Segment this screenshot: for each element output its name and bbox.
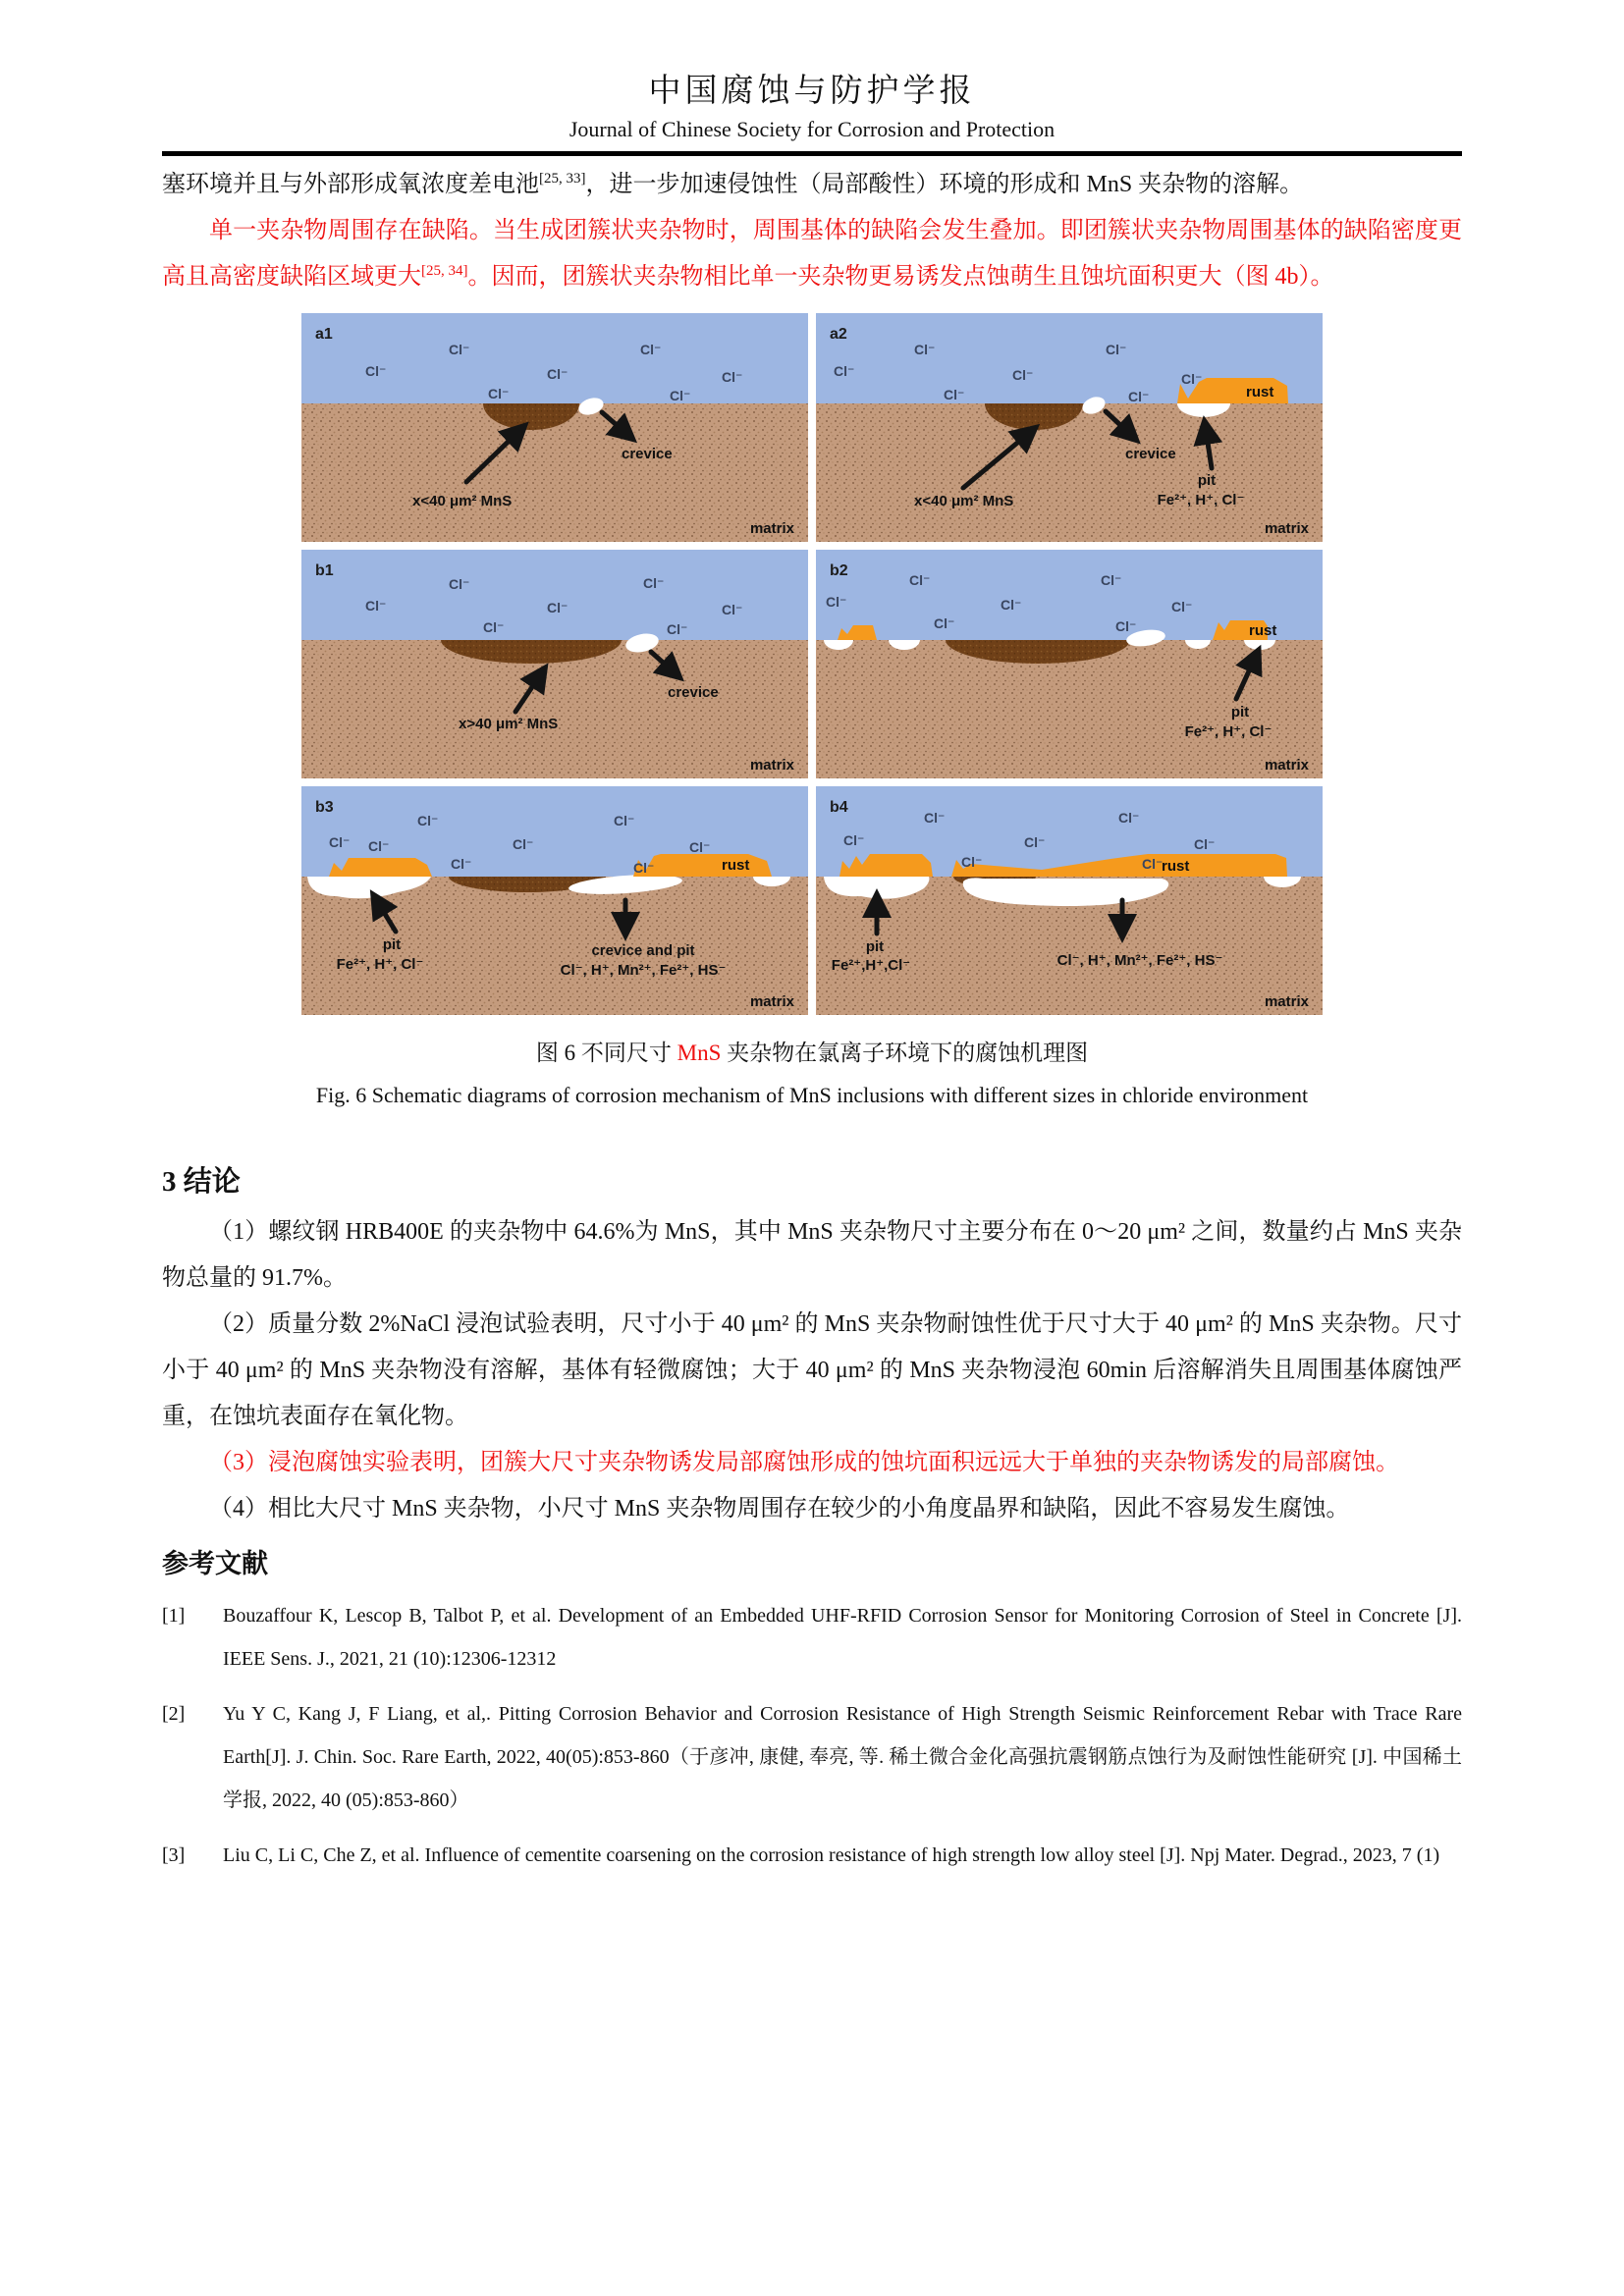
sky	[301, 550, 808, 640]
rust-label: rust	[1162, 858, 1190, 875]
panel-id: b3	[315, 799, 334, 816]
ions-label: Cl⁻, H⁺, Mn²⁺, Fe²⁺, HS⁻	[1056, 952, 1223, 969]
cl-ion-label: Cl⁻	[843, 832, 865, 848]
conclusion-item-1: （1）螺纹钢 HRB400E 的夹杂物中 64.6%为 MnS，其中 MnS 夹杂物尺寸主要分布在 0～20 μm² 之间，数量约占 MnS 夹杂物总量的 91.7%。	[162, 1219, 1462, 1291]
pit-label: pit	[865, 938, 885, 955]
cl-ion-label: Cl⁻	[667, 621, 688, 637]
figure-panel-a2	[816, 313, 1323, 542]
panel-id: b1	[315, 562, 334, 579]
reference-text: Bouzaffour K, Lescop B, Talbot P, et al. Development of an Embedded UHF-RFID Corrosion Sensor for Monitoring Corrosion of Steel in Concrete [J]. IEEE Sens. J., 2021, 21 (10):12306-12312	[223, 1605, 1462, 1670]
pit-label: pit	[1197, 472, 1217, 489]
cl-ion-label: Cl⁻	[1181, 371, 1203, 387]
section-heading-conclusions: 3 结论	[162, 1166, 241, 1198]
cl-ion-label: Cl⁻	[914, 342, 936, 357]
pit-ions-label: Fe²⁺, H⁺, Cl⁻	[1184, 723, 1272, 740]
pit-label: pit	[382, 936, 402, 953]
cl-ion-label: Cl⁻	[633, 860, 655, 876]
figure-panel-b4	[816, 786, 1323, 1015]
matrix-label: matrix	[1264, 520, 1309, 537]
paragraph-continuation	[162, 162, 1462, 208]
figure-panel-b1	[301, 550, 808, 778]
pit-ions-label: Fe²⁺,H⁺,Cl⁻	[831, 957, 911, 974]
panel-id: a1	[315, 326, 333, 343]
citation-25-34: [25, 34]	[421, 263, 468, 279]
journal-title-en: Journal of Chinese Society for Corrosion and Protection	[568, 117, 1056, 141]
cl-ion-label: Cl⁻	[934, 615, 955, 631]
panel-id: b2	[830, 562, 848, 579]
cl-ion-label: Cl⁻	[513, 836, 534, 852]
reference-text: Yu Y C, Kang J, F Liang, et al,. Pitting Corrosion Behavior and Corrosion Resistance of High Strength Seismic Reinforcement Rebar with Trace Rare Earth[J]. J. Chin. Soc. Rare Earth, 2022, 40(05):853-860（于彦冲, 康健, 奉亮, 等. 稀土微合金化高强抗震钢筋点蚀行为及耐蚀性能研究 [J]. 中国稀土学报, 2022, 40 (05):853-860）	[223, 1703, 1462, 1811]
cl-ion-label: Cl⁻	[449, 342, 470, 357]
caption-prefix: 图 6 不同尺寸	[535, 1041, 677, 1065]
reference-number: [2]	[162, 1703, 186, 1725]
cl-ion-label: Cl⁻	[1128, 389, 1150, 404]
cl-ion-label: Cl⁻	[944, 387, 965, 402]
matrix-label: matrix	[1264, 993, 1309, 1010]
reference-item	[162, 1692, 1462, 1822]
matrix-label: matrix	[749, 993, 794, 1010]
cl-ion-label: Cl⁻	[1194, 836, 1216, 852]
figure-panel-a1	[301, 313, 808, 542]
cl-ion-label: Cl⁻	[417, 813, 439, 828]
mns-size-label: x>40 μm² MnS	[459, 716, 559, 732]
figure-6	[301, 313, 1323, 1015]
panel-id: a2	[830, 326, 847, 343]
cl-ion-label: Cl⁻	[643, 575, 665, 591]
cl-ion-label: Cl⁻	[689, 839, 711, 855]
cl-ion-label: Cl⁻	[834, 363, 855, 379]
crevice-label: crevice	[622, 446, 673, 462]
figure-panel-b2	[816, 550, 1323, 778]
mns-size-label: x<40 μm² MnS	[914, 493, 1014, 509]
pit-ions-label: Fe²⁺, H⁺, Cl⁻	[1157, 492, 1245, 508]
para1-text2: ，进一步加速侵蚀性（局部酸性）环境的形成和 MnS 夹杂物的溶解。	[585, 172, 1304, 197]
cl-ion-label: Cl⁻	[488, 386, 510, 401]
cl-ion-label: Cl⁻	[826, 594, 847, 610]
crevice-label: crevice	[668, 684, 719, 701]
reference-number: [3]	[162, 1844, 186, 1866]
cl-ion-label: Cl⁻	[547, 366, 568, 382]
citation-25-33: [25, 33]	[539, 171, 586, 187]
cl-ion-label: Cl⁻	[547, 600, 568, 615]
header-rule	[162, 151, 1462, 156]
cl-ion-label: Cl⁻	[1101, 572, 1122, 588]
cl-ion-label: Cl⁻	[1171, 599, 1193, 614]
cl-ion-label: Cl⁻	[365, 598, 387, 614]
paragraph-red	[162, 208, 1462, 300]
conclusion-item-3: （3）浸泡腐蚀实验表明，团簇大尺寸夹杂物诱发局部腐蚀形成的蚀坑面积远远大于单独的夹杂物诱发的局部腐蚀。	[209, 1450, 1399, 1475]
cl-ion-label: Cl⁻	[924, 810, 946, 826]
mns-size-label: x<40 μm² MnS	[412, 493, 513, 509]
figure-caption-cn	[162, 1035, 1462, 1067]
para1-text: 塞环境并且与外部形成氧浓度差电池	[162, 172, 539, 197]
crevice-pit-label: crevice and pit	[591, 942, 695, 959]
cl-ion-label: Cl⁻	[961, 854, 983, 870]
cl-ion-label: Cl⁻	[1142, 856, 1164, 872]
rust-label: rust	[1246, 384, 1274, 400]
conclusion-item-2: （2）质量分数 2%NaCl 浸泡试验表明，尺寸小于 40 μm² 的 MnS 夹杂物耐蚀性优于尺寸大于 40 μm² 的 MnS 夹杂物。尺寸小于 40 μm² 的 MnS 夹杂物没有溶解，基体有轻微腐蚀；大于 40 μm² 的 MnS 夹杂物浸泡 60min 后溶解消失且周围基体腐蚀严重，在蚀坑表面存在氧化物。	[162, 1311, 1462, 1429]
figure-panel-b3	[301, 786, 808, 1015]
pit-ions-label: Fe²⁺, H⁺, Cl⁻	[336, 956, 424, 973]
reference-item	[162, 1594, 1462, 1681]
caption-mns: MnS	[677, 1041, 722, 1065]
reference-text: Liu C, Li C, Che Z, et al. Influence of cementite coarsening on the corrosion resistance of high strength low alloy steel [J]. Npj Mater. Degrad., 2023, 7 (1)	[223, 1844, 1440, 1866]
cl-ion-label: Cl⁻	[614, 813, 635, 828]
cl-ion-label: Cl⁻	[909, 572, 931, 588]
cl-ion-label: Cl⁻	[1012, 367, 1034, 383]
rust-label: rust	[1249, 622, 1277, 639]
cl-ion-label: Cl⁻	[722, 602, 743, 617]
cl-ion-label: Cl⁻	[365, 363, 387, 379]
cl-ion-label: Cl⁻	[1115, 618, 1137, 634]
journal-title-cn: 中国腐蚀与防护学报	[648, 74, 976, 109]
cl-ion-label: Cl⁻	[449, 576, 470, 592]
para2-text: 单一夹杂物周围存在缺陷。当生成团簇状夹杂物时，周围基体的缺陷会发生叠加。即团簇状夹杂物周围基体的缺陷密度更高且高密度缺陷区域更大	[162, 218, 1462, 290]
matrix-label: matrix	[749, 520, 794, 537]
panel-id: b4	[830, 799, 848, 816]
cl-ion-label: Cl⁻	[451, 856, 472, 872]
ions-label: Cl⁻, H⁺, Mn²⁺, Fe²⁺, HS⁻	[560, 962, 727, 979]
cl-ion-label: Cl⁻	[1001, 597, 1022, 613]
crevice-label: crevice	[1125, 446, 1176, 462]
pit-label: pit	[1230, 704, 1250, 721]
para2-text2: 。因而，团簇状夹杂物相比单一夹杂物更易诱发点蚀萌生且蚀坑面积更大（图 4b）。	[467, 264, 1334, 290]
cl-ion-label: Cl⁻	[1118, 810, 1140, 826]
cl-ion-label: Cl⁻	[640, 342, 662, 357]
cl-ion-label: Cl⁻	[722, 369, 743, 385]
sky	[301, 313, 808, 403]
matrix-label: matrix	[749, 757, 794, 774]
reference-number: [1]	[162, 1605, 186, 1627]
matrix-label: matrix	[1264, 757, 1309, 774]
cl-ion-label: Cl⁻	[1106, 342, 1127, 357]
cl-ion-label: Cl⁻	[483, 619, 505, 635]
matrix-region	[816, 403, 1323, 542]
cl-ion-label: Cl⁻	[368, 838, 390, 854]
caption-suffix: 夹杂物在氯离子环境下的腐蚀机理图	[721, 1041, 1089, 1065]
figure-caption-en: Fig. 6 Schematic diagrams of corrosion mechanism of MnS inclusions with different sizes in chloride environment	[315, 1083, 1309, 1107]
rust-label: rust	[722, 857, 750, 874]
cl-ion-label: Cl⁻	[670, 388, 691, 403]
reference-item	[162, 1834, 1462, 1877]
conclusion-item-4: （4）相比大尺寸 MnS 夹杂物，小尺寸 MnS 夹杂物周围存在较少的小角度晶界和缺陷，因此不容易发生腐蚀。	[209, 1496, 1350, 1522]
section-heading-references: 参考文献	[162, 1549, 268, 1578]
cl-ion-label: Cl⁻	[1024, 834, 1046, 850]
cl-ion-label: Cl⁻	[329, 834, 351, 850]
